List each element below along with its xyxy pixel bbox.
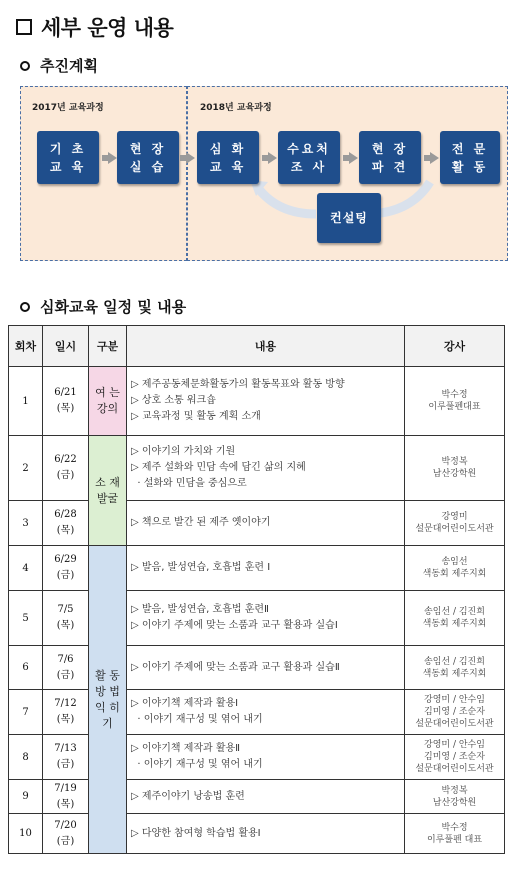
session-number: 9	[9, 780, 43, 814]
session-number: 7	[9, 690, 43, 735]
table-row	[9, 436, 505, 501]
session-date	[43, 501, 89, 546]
schedule-table	[8, 325, 505, 854]
session-date-date: 7/12	[54, 698, 77, 709]
session-date	[43, 690, 89, 735]
lecturer-cell	[405, 501, 505, 546]
node-line: 전 문	[451, 141, 489, 156]
arrow-right-icon	[349, 152, 358, 164]
session-date-day: (목)	[56, 798, 75, 810]
lecturer-line: 색동회 제주지회	[422, 619, 487, 629]
page-title	[16, 12, 173, 42]
session-date-date: 7/6	[57, 653, 74, 665]
checkbox-square-icon	[16, 19, 32, 35]
session-date	[43, 436, 89, 501]
arrow-right-icon	[268, 152, 277, 164]
lecturer-line: 박수정	[441, 390, 468, 400]
table-row	[9, 546, 505, 591]
arrow-right-icon	[186, 152, 195, 164]
node-line: 실 습	[129, 159, 167, 174]
section-heading-schedule	[20, 296, 186, 317]
node-consulting	[317, 193, 381, 243]
lecturer-line: 이루풀펜대표	[428, 402, 481, 412]
lecturer-line: 설문대어린이도서관	[415, 719, 494, 729]
header-lecturer: 강사	[405, 326, 505, 367]
lecturer-cell	[405, 591, 505, 646]
content-line: ▷ 이야기책 제작과 활용Ⅱ	[131, 743, 241, 754]
content-line: ▷ 이야기 주제에 맞는 소품과 교구 활용과 실습Ⅱ	[131, 661, 340, 673]
session-date-day: (금)	[56, 835, 75, 847]
lecturer-line: 강영미 / 안수임	[424, 695, 485, 705]
session-number: 8	[9, 735, 43, 780]
session-number: 2	[9, 436, 43, 501]
node-line: 현 장	[129, 141, 167, 156]
session-date-date: 7/13	[54, 743, 77, 754]
year-2018-label: 2018년 교육과정	[200, 103, 272, 113]
node-line: 컨설팅	[330, 211, 368, 225]
lecturer-line: 김미영 / 조순자	[424, 707, 485, 717]
node-field-practice	[117, 131, 179, 184]
lecturer-cell	[405, 367, 505, 436]
session-date-day: (금)	[56, 759, 75, 770]
session-date-day: (목)	[56, 714, 75, 725]
session-number: 3	[9, 501, 43, 546]
content-cell	[127, 367, 405, 436]
session-date-date: 6/22	[54, 454, 77, 465]
table-row	[9, 501, 505, 546]
arrow-right-icon	[430, 152, 439, 164]
lecturer-line: 설문대어린이도서관	[415, 524, 494, 534]
content-line: ▷ 다양한 참여형 학습법 활용Ⅰ	[131, 827, 261, 839]
table-row	[9, 591, 505, 646]
circle-bullet-icon	[20, 61, 30, 71]
node-line: 교 육	[209, 159, 247, 174]
session-date	[43, 591, 89, 646]
page-title-text: 세부 운영 내용	[41, 16, 174, 40]
node-line: 파 견	[371, 159, 409, 174]
content-line: ▷ 상호 소통 워크숍	[131, 395, 216, 406]
content-cell	[127, 690, 405, 735]
node-line: 수요처	[287, 141, 331, 156]
content-cell	[127, 814, 405, 854]
content-line: ▷ 교육과정 및 활동 계획 소개	[131, 411, 261, 422]
section-heading-schedule-text: 심화교육 일정 및 내용	[40, 298, 187, 316]
node-advanced-education	[197, 131, 259, 184]
session-date-day: (금)	[56, 570, 75, 581]
arrow-right-icon	[108, 152, 117, 164]
session-number: 5	[9, 591, 43, 646]
content-line: · 설화와 민담을 중심으로	[131, 478, 247, 489]
content-line: ▷ 제주이야기 낭송법 훈련	[131, 790, 245, 802]
session-number: 4	[9, 546, 43, 591]
lecturer-line: 박수정	[441, 822, 468, 833]
lecturer-cell	[405, 436, 505, 501]
session-date-date: 7/19	[54, 782, 77, 794]
lecturer-line: 송임선 / 김진희	[424, 656, 485, 667]
session-date-date: 6/29	[54, 554, 77, 565]
lecturer-line: 이루풀펜 대표	[426, 834, 483, 845]
table-row	[9, 735, 505, 780]
lecturer-cell	[405, 814, 505, 854]
section-heading-plan	[20, 55, 98, 76]
content-line: ▷ 이야기 주제에 맞는 소품과 교구 활용과 실습Ⅰ	[131, 620, 338, 631]
lecturer-cell	[405, 690, 505, 735]
lecturer-line: 강영미 / 안수임	[424, 740, 485, 750]
header-date: 일시	[43, 326, 89, 367]
category-cell: 여 는 강의	[89, 367, 127, 436]
content-cell	[127, 436, 405, 501]
header-category: 구분	[89, 326, 127, 367]
table-row	[9, 690, 505, 735]
lecturer-cell	[405, 646, 505, 690]
plan-diagram	[20, 86, 508, 261]
category-cell: 소 재 발굴	[89, 436, 127, 546]
session-date-day: (금)	[56, 470, 75, 481]
table-row	[9, 814, 505, 854]
content-line: · 이야기 재구성 및 엮어 내기	[131, 714, 263, 725]
node-basic-education	[37, 131, 99, 184]
lecturer-line: 송임선 / 김진희	[424, 607, 485, 617]
content-cell	[127, 546, 405, 591]
content-cell	[127, 646, 405, 690]
lecturer-line: 남산강학원	[432, 469, 477, 479]
session-date-day: (목)	[56, 620, 75, 631]
session-date	[43, 646, 89, 690]
content-line: ▷ 제주공동체문화활동가의 활동목표와 활동 방향	[131, 379, 345, 390]
session-date-day: (금)	[56, 669, 75, 681]
lecturer-line: 설문대어린이도서관	[415, 764, 494, 774]
content-cell	[127, 735, 405, 780]
node-line: 활 동	[451, 159, 489, 174]
section-heading-plan-text: 추진계획	[40, 57, 98, 75]
lecturer-line: 박정복	[441, 785, 468, 796]
year-2017-label: 2017년 교육과정	[32, 103, 104, 113]
table-header-row	[9, 326, 505, 367]
session-number: 1	[9, 367, 43, 436]
content-line: ▷ 이야기의 가치와 기원	[131, 446, 236, 457]
header-content: 내용	[127, 326, 405, 367]
node-field-dispatch	[359, 131, 421, 184]
session-date	[43, 814, 89, 854]
circle-bullet-icon	[20, 302, 30, 312]
node-line: 교 육	[49, 159, 87, 174]
content-cell	[127, 501, 405, 546]
category-cell: 활 동 방 법 익 히 기	[89, 546, 127, 854]
session-number: 10	[9, 814, 43, 854]
lecturer-line: 남산강학원	[432, 797, 477, 808]
lecturer-line: 색동회 제주지회	[422, 569, 487, 579]
lecturer-cell	[405, 735, 505, 780]
table-row	[9, 780, 505, 814]
lecturer-line: 박정복	[441, 457, 468, 467]
lecturer-line: 김미영 / 조순자	[424, 752, 485, 762]
node-demand-survey	[278, 131, 340, 184]
session-date	[43, 367, 89, 436]
content-cell	[127, 591, 405, 646]
table-row	[9, 367, 505, 436]
session-date	[43, 780, 89, 814]
lecturer-cell	[405, 546, 505, 591]
table-row	[9, 646, 505, 690]
content-line: · 이야기 재구성 및 엮어 내기	[131, 759, 263, 770]
content-line: ▷ 발음, 발성연습, 호흡법 훈련 Ⅰ	[131, 562, 271, 573]
header-session: 회차	[9, 326, 43, 367]
content-line: ▷ 발음, 발성연습, 호흡법 훈련Ⅱ	[131, 604, 269, 615]
content-line: ▷ 이야기책 제작과 활용Ⅰ	[131, 698, 239, 709]
session-date	[43, 546, 89, 591]
node-line: 심 화	[209, 141, 247, 156]
node-line: 현 장	[371, 141, 409, 156]
lecturer-line: 송임선	[441, 557, 468, 567]
session-date-date: 7/5	[57, 604, 74, 615]
session-date-date: 6/28	[54, 509, 77, 520]
lecturer-cell	[405, 780, 505, 814]
session-date-date: 6/21	[54, 387, 77, 398]
session-date	[43, 735, 89, 780]
node-professional-activity	[440, 131, 500, 184]
content-line: ▷ 책으로 발간 된 제주 옛이야기	[131, 517, 271, 528]
content-line: ▷ 제주 설화와 민담 속에 담긴 삶의 지혜	[131, 462, 306, 473]
session-date-day: (목)	[56, 403, 75, 414]
node-line: 기 초	[49, 141, 87, 156]
session-date-date: 7/20	[54, 819, 77, 831]
node-line: 조 사	[290, 159, 328, 174]
content-cell	[127, 780, 405, 814]
session-number: 6	[9, 646, 43, 690]
session-date-day: (목)	[56, 525, 75, 536]
lecturer-line: 강영미	[441, 512, 468, 522]
lecturer-line: 색동회 제주지회	[422, 668, 487, 679]
